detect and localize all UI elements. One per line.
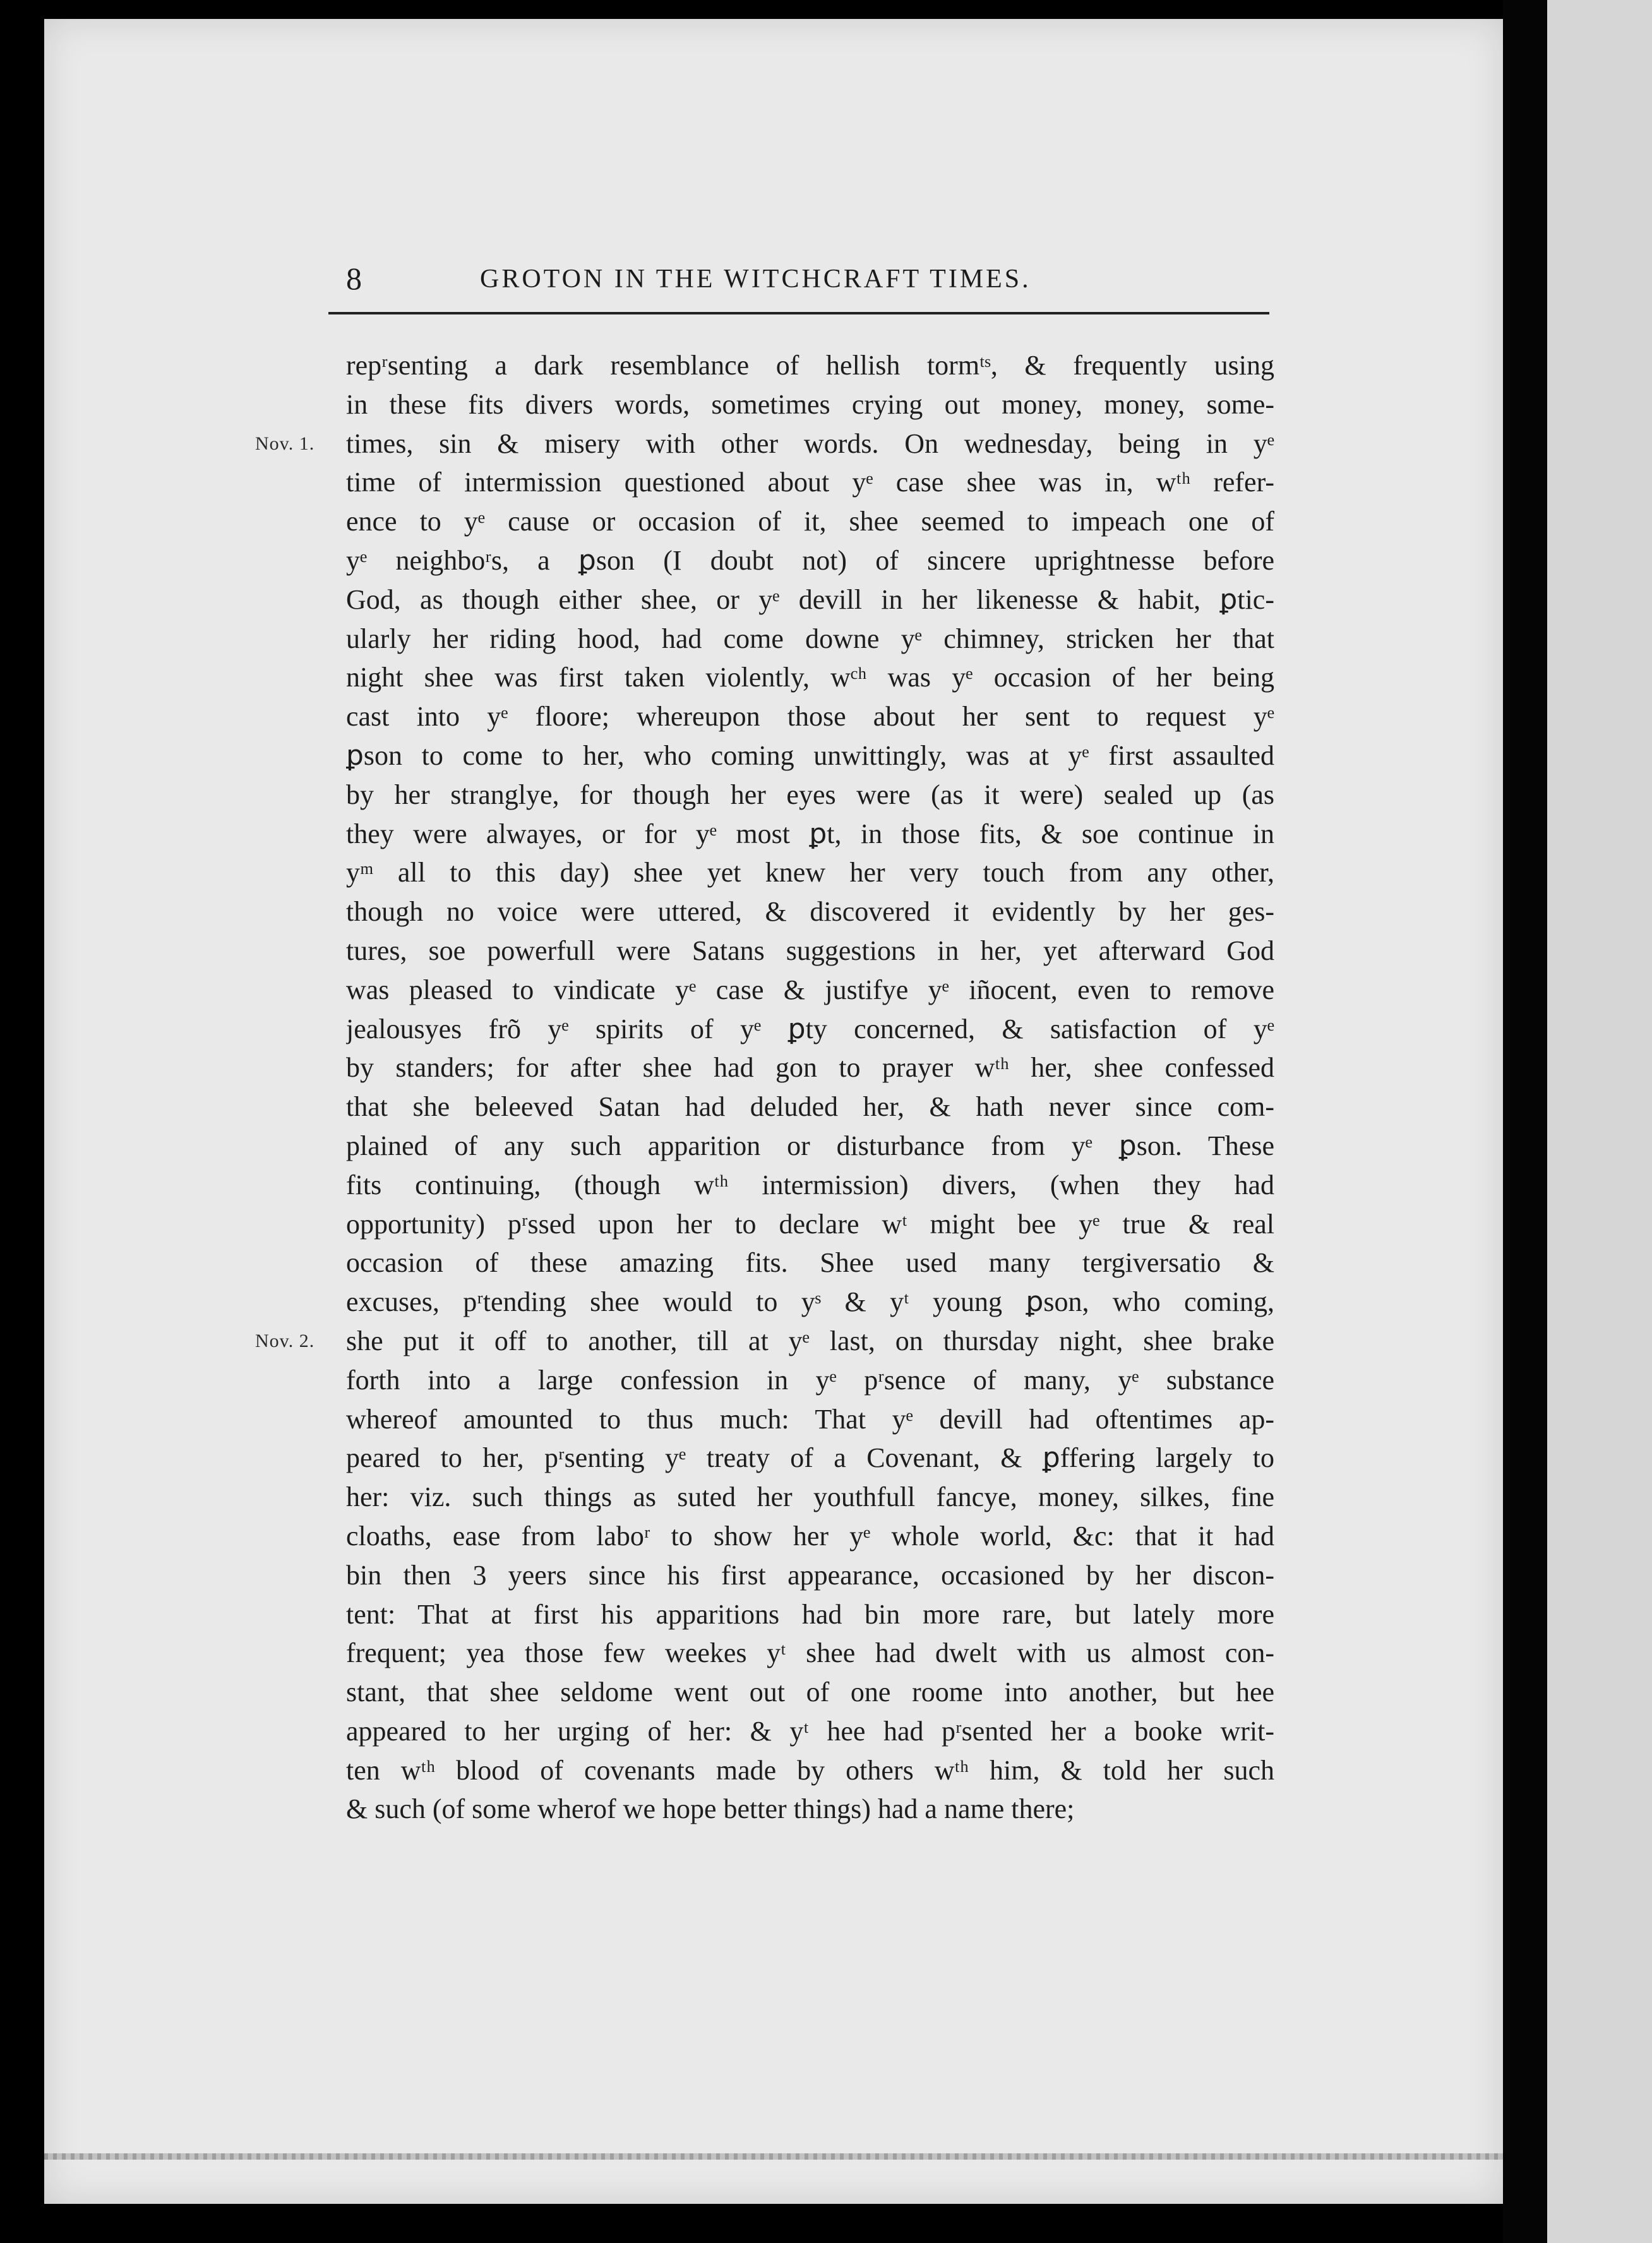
text-line: cast into yᵉ floore; whereupon those about her sent to request yᵉ (346, 701, 1274, 733)
text-line: by standers; for after shee had gon to prayer wᵗʰ her, shee confessed (346, 1052, 1274, 1084)
body-text (346, 346, 1274, 1829)
header-rule (328, 312, 1269, 314)
text-line: stant, that shee seldome went out of one roome into another, but hee (346, 1677, 1274, 1708)
text-line: her: viz. such things as suted her youthfull fancye, money, silkes, fine (346, 1481, 1274, 1513)
text-line: occasion of these amazing fits. Shee used many tergiversatio & (346, 1247, 1274, 1279)
text-line: cloaths, ease from laboʳ to show her yᵉ whole world, &c: that it had (346, 1520, 1274, 1552)
text-line: peared to her, pʳsenting yᵉ treaty of a Covenant, & ꝑffering largely to (346, 1442, 1274, 1474)
text-line: they were alwayes, or for yᵉ most ꝑt, in those fits, & soe continue in (346, 818, 1274, 849)
text-line: & such (of some wherof we hope better things) had a name there; (346, 1793, 1075, 1825)
text-line: time of intermission questioned about yᵉ case shee was in, wᵗʰ refer- (346, 467, 1274, 498)
text-line: plained of any such apparition or disturbance from yᵉ ꝑson. These (346, 1130, 1274, 1161)
text-line: night shee was first taken violently, wᶜʰ was yᵉ occasion of her being (346, 662, 1274, 693)
adjacent-page-edge (1547, 0, 1652, 2243)
text-line: excuses, pʳtending shee would to yˢ & yᵗ young ꝑson, who coming, (346, 1286, 1274, 1318)
text-line: forth into a large confession in yᵉ pʳsence of many, yᵉ substance (346, 1364, 1274, 1396)
text-line: ence to yᵉ cause or occasion of it, shee seemed to impeach one of (346, 506, 1274, 537)
text-line: jealousyes frõ yᵉ spirits of yᵉ ꝑty concerned, & satisfaction of yᵉ (346, 1013, 1274, 1044)
text-line: was pleased to vindicate yᵉ case & justifye yᵉ iñocent, even to remove (346, 974, 1274, 1005)
text-line: ularly her riding hood, had come downe yᵉ chimney, stricken her that (346, 623, 1274, 654)
text-line: whereof amounted to thus much: That yᵉ devill had oftentimes ap- (346, 1403, 1274, 1435)
text-line: fits continuing, (though wᵗʰ intermission) divers, (when they had (346, 1169, 1274, 1200)
marginal-date-note: Nov. 1. (255, 433, 315, 454)
text-line: ten wᵗʰ blood of covenants made by others wᵗʰ him, & told her such (346, 1754, 1274, 1786)
text-line: repʳsenting a dark resemblance of hellish tormᵗˢ, & frequently using (346, 350, 1274, 381)
text-line: appeared to her urging of her: & yᵗ hee had pʳsented her a booke writ- (346, 1715, 1274, 1747)
marginal-date-note: Nov. 2. (255, 1331, 315, 1351)
text-line: that she beleeved Satan had deluded her, & hath never since com- (346, 1091, 1274, 1123)
text-line: yᵐ all to this day) shee yet knew her very touch from any other, (346, 857, 1274, 888)
book-gutter (1503, 0, 1547, 2243)
text-line: in these fits divers words, sometimes crying out money, money, some- (346, 388, 1274, 420)
text-line: yᵉ neighboʳs, a ꝑson (I doubt not) of sincere uprightnesse before (346, 544, 1274, 576)
running-head (346, 260, 1267, 311)
text-line: tures, soe powerfull were Satans suggestions in her, yet afterward God (346, 935, 1274, 966)
running-title: GROTON IN THE WITCHCRAFT TIMES. (480, 265, 1031, 294)
text-line: she put it off to another, till at yᵉ last, on thursday night, shee brake (346, 1325, 1274, 1356)
text-line: bin then 3 yeers since his first appearance, occasioned by her discon- (346, 1559, 1274, 1591)
page-number: 8 (346, 261, 362, 296)
text-line: frequent; yea those few weekes yᵗ shee had dwelt with us almost con- (346, 1637, 1274, 1669)
text-line: tent: That at first his apparitions had bin more rare, but lately more (346, 1598, 1274, 1630)
text-line: ꝑson to come to her, who coming unwittingly, was at yᵉ first assaulted (346, 739, 1274, 771)
text-line: times, sin & misery with other words. On wednesday, being in yᵉ (346, 428, 1274, 459)
text-line: opportunity) pʳssed upon her to declare wᵗ might bee yᵉ true & real (346, 1208, 1274, 1240)
page-bottom-edge (44, 2153, 1503, 2160)
text-line: though no voice were uttered, & discovered it evidently by her ges- (346, 896, 1274, 928)
text-line: by her stranglye, for though her eyes were (as it were) sealed up (as (346, 779, 1274, 810)
text-line: God, as though either shee, or yᵉ devill in her likenesse & habit, ꝑtic- (346, 583, 1274, 615)
